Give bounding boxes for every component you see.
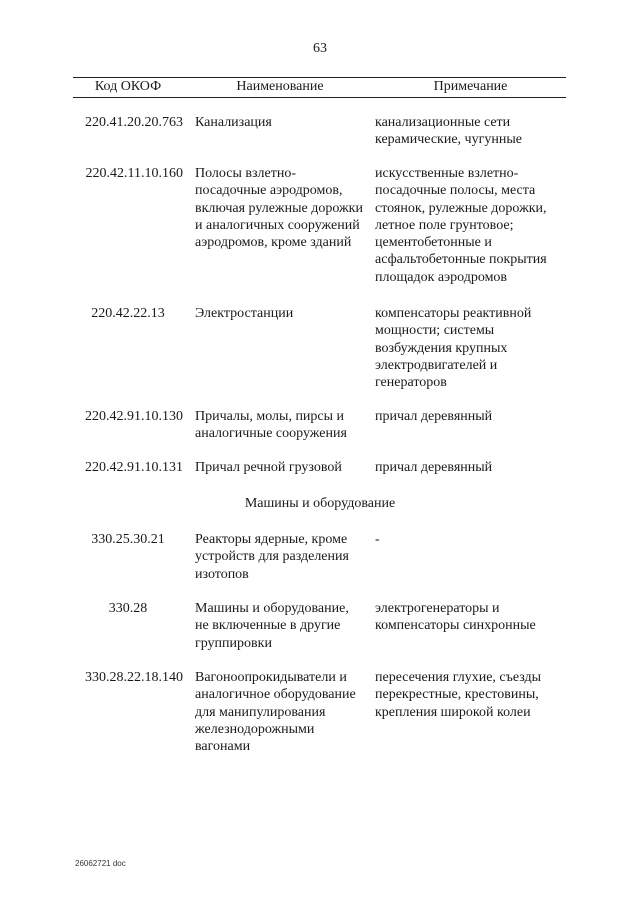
row-name: Реакторы ядерные, кроме устройств для разделения изотопов xyxy=(195,532,349,582)
row-name: Причал речной грузовой xyxy=(195,460,342,475)
row-note: искусственные взлетно-посадочные полосы, места стоянок, рулежные дорожки, летное поле грунтовое; цементобетонные и асфальтобетонные покрытия площадок аэродромов xyxy=(375,166,547,285)
table-top-rule xyxy=(73,77,566,78)
header-code: Код ОКОФ xyxy=(94,79,162,94)
row-code: 220.42.22.13 xyxy=(91,306,165,321)
row-note: пересечения глухие, съезды перекрестные, крестовины, крепления широкой колеи xyxy=(375,670,542,720)
section-title: Машины и оборудование xyxy=(244,496,396,511)
table-row xyxy=(73,408,566,448)
row-name: Машины и оборудование, не включенные в другие группировки xyxy=(195,601,349,651)
table-row xyxy=(73,459,566,479)
row-note: канализационные сети керамические, чугунные xyxy=(375,115,522,148)
row-code: 220.42.91.10.130 xyxy=(85,409,183,424)
page-number: 63 xyxy=(313,41,327,56)
row-name: Электростанции xyxy=(195,306,294,321)
table-row xyxy=(73,531,566,586)
table-row xyxy=(73,305,566,395)
row-code: 220.42.11.10.160 xyxy=(85,166,183,181)
row-code: 330.28.22.18.140 xyxy=(85,670,183,685)
row-note: электрогенераторы и компенсаторы синхронные xyxy=(375,601,536,634)
table-row xyxy=(73,600,566,655)
row-name: Вагоноопрокидыватели и аналогичное оборудование для манипулирования железнодорожными вагонами xyxy=(195,670,356,755)
table-row xyxy=(73,669,566,779)
table-header xyxy=(73,79,566,97)
row-name: Причалы, молы, пирсы и аналогичные сооружения xyxy=(195,409,347,442)
row-note: причал деревянный xyxy=(375,409,493,424)
row-note: компенсаторы реактивной мощности; системы возбуждения крупных электродвигателей и генераторов xyxy=(375,306,532,391)
table-row xyxy=(73,114,566,154)
row-name: Полосы взлетно-посадочные аэродромов, включая рулежные дорожки и аналогичных сооружений аэродромов, кроме зданий xyxy=(195,166,363,251)
row-name: Канализация xyxy=(195,115,272,130)
row-note: - xyxy=(375,532,380,547)
table-header-rule xyxy=(73,97,566,98)
header-name: Наименование xyxy=(236,79,324,94)
row-code: 330.25.30.21 xyxy=(91,532,165,547)
row-code: 220.42.91.10.131 xyxy=(85,460,183,475)
document-footer: 26062721 doc xyxy=(75,859,126,868)
table-row xyxy=(73,165,566,295)
row-code: 220.41.20.20.763 xyxy=(85,115,183,130)
row-code: 330.28 xyxy=(108,601,148,616)
header-note: Примечание xyxy=(433,79,508,94)
row-note: причал деревянный xyxy=(375,460,493,475)
